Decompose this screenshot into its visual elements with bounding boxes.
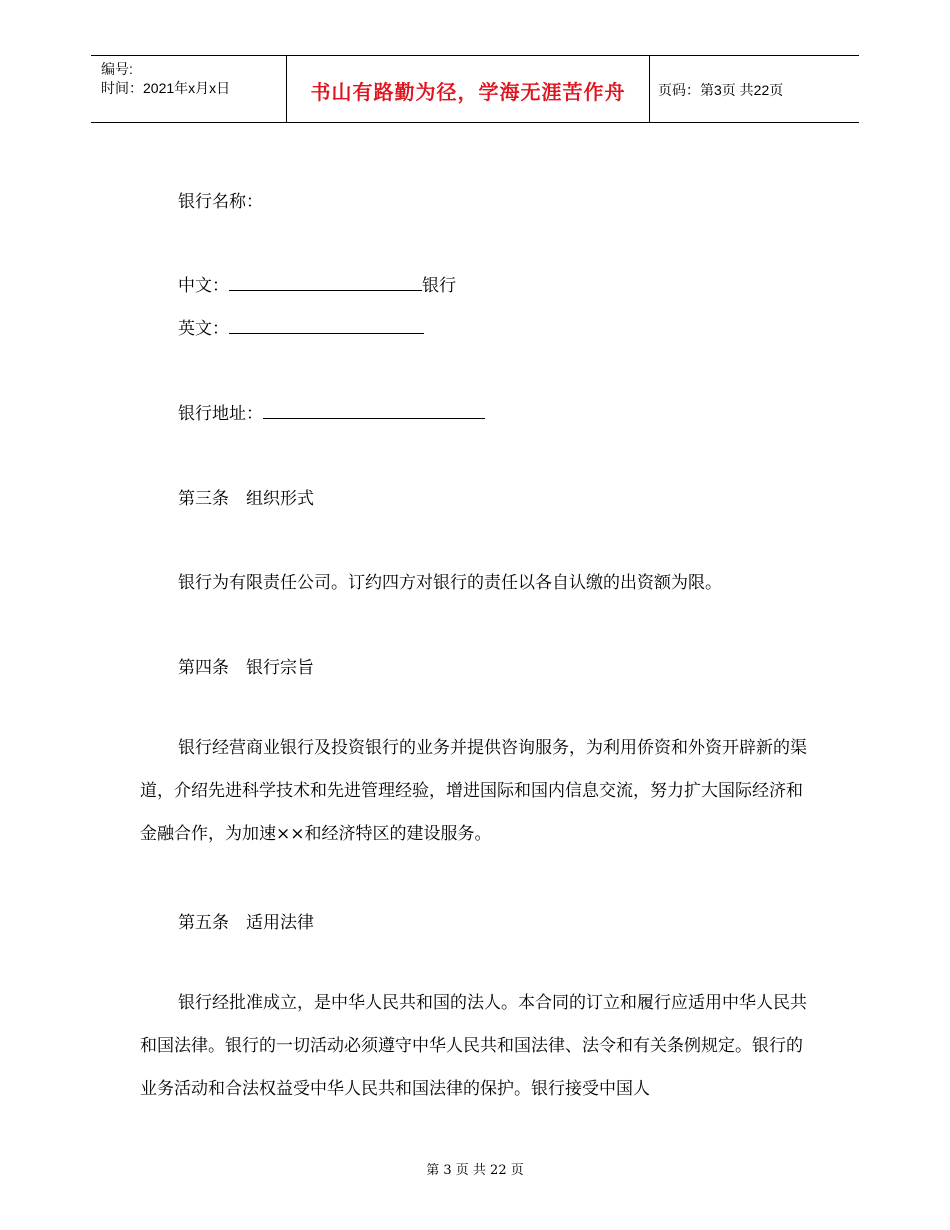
chinese-name-blank bbox=[229, 276, 422, 291]
article-4-paragraph bbox=[140, 727, 812, 856]
header-motto-cell bbox=[286, 56, 650, 122]
article-4-title: 第四条 银行宗旨 bbox=[178, 658, 314, 678]
english-name-label: 英文： bbox=[178, 319, 229, 339]
chinese-name-line bbox=[178, 271, 456, 296]
bank-name-label: 银行名称： bbox=[178, 192, 263, 212]
article-5-title: 第五条 适用法律 bbox=[178, 913, 314, 933]
chinese-name-suffix: 银行 bbox=[422, 276, 456, 296]
bank-address-blank bbox=[263, 404, 485, 419]
chinese-name-label: 中文： bbox=[178, 276, 229, 296]
document-number-label: 编号: bbox=[101, 61, 133, 77]
header-motto: 书山有路勤为径，学海无涯苦作舟 bbox=[310, 80, 626, 104]
article-3-text: 银行为有限责任公司。订约四方对银行的责任以各自认缴的出资额为限。 bbox=[178, 573, 722, 593]
document-time-label: 时间：2021年x月x日 bbox=[101, 80, 231, 96]
bank-address-label: 银行地址： bbox=[178, 404, 263, 424]
header-page-number: 页码：第3页 共22页 bbox=[658, 82, 784, 98]
english-name-blank bbox=[229, 319, 424, 334]
article-5-paragraph bbox=[140, 982, 812, 1111]
header-meta bbox=[91, 56, 286, 122]
article-3-title: 第三条 组织形式 bbox=[178, 489, 314, 509]
header-page-cell bbox=[649, 56, 859, 122]
english-name-line bbox=[178, 314, 424, 339]
article-4-text: 银行经营商业银行及投资银行的业务并提供咨询服务，为利用侨资和外资开辟新的渠道，介绍先进科学技术和先进管理经验，增进国际和国内信息交流，努力扩大国际经济和金融合作，为加速××和经济特区的建设服务。 bbox=[140, 738, 807, 844]
article-5-text: 银行经批准成立，是中华人民共和国的法人。本合同的订立和履行应适用中华人民共和国法律。银行的一切活动必须遵守中华人民共和国法律、法令和有关条例规定。银行的业务活动和合法权益受中华人民共和国法律的保护。银行接受中国人 bbox=[140, 993, 807, 1099]
page-footer: 第 3 页 共 22 页 bbox=[426, 1163, 524, 1178]
page-header bbox=[91, 55, 859, 123]
bank-address-line bbox=[178, 399, 485, 424]
